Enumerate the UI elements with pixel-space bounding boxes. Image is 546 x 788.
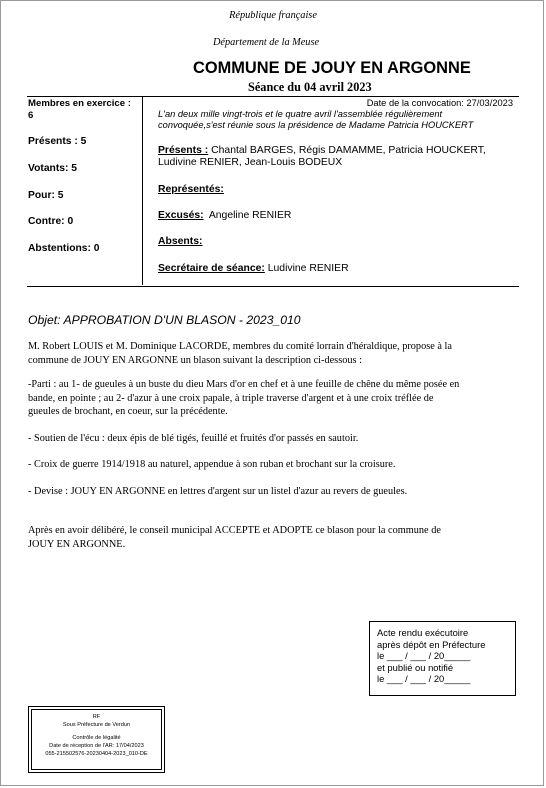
pour-count: Pour: 5 xyxy=(28,190,64,201)
paragraph-soutien: - Soutien de l'écu : deux épis de blé tigés, feuillé et fruités d'or passés en sautoir. xyxy=(28,433,359,444)
members-label: Membres en exercice : xyxy=(28,98,131,109)
intro-line-1: L'an deux mille vingt-trois et le quatre avril l'assemblée régulièrement xyxy=(158,109,443,119)
commune-title: COMMUNE DE JOUY EN ARGONNE xyxy=(193,59,471,77)
paragraph-parti-line-1: -Parti : au 1- de gueules à un buste du dieu Mars d'or en chef et à une feuille de chêne du même posée en xyxy=(28,379,460,390)
stamp-rf: RF xyxy=(92,714,101,720)
convocation-date: Date de la convocation: 27/03/2023 xyxy=(366,98,513,108)
executory-line-3: le ___ / ___ / 20_____ xyxy=(377,650,471,662)
excuses-line xyxy=(158,210,291,221)
header-divider xyxy=(27,96,519,97)
column-divider xyxy=(142,97,143,285)
excuses-names: Angeline RENIER xyxy=(208,210,292,221)
presents-line-1 xyxy=(158,145,486,156)
presents-names-1: Chantal BARGES, Régis DAMAMME, Patricia HOUCKERT, xyxy=(211,145,486,156)
excuses-label: Excusés: xyxy=(158,210,204,221)
executory-box xyxy=(369,621,516,696)
stamp-reference: 055-215502576-20230404-2023_010-DE xyxy=(45,751,148,758)
prefecture-stamp xyxy=(28,706,165,773)
paragraph-devise: - Devise : JOUY EN ARGONNE en lettres d'argent sur un listel d'azur au revers de gueules. xyxy=(28,486,408,497)
executory-line-5: le ___ / ___ / 20_____ xyxy=(377,673,471,685)
secretaire-label: Secrétaire de séance: xyxy=(158,263,265,274)
presents-label: Présents : xyxy=(158,145,209,156)
attendance-divider xyxy=(27,286,519,287)
paragraph-parti-line-3: gueules de brochant, en coeur, sur la précédente. xyxy=(28,406,228,418)
intro-line-2: convoquée,s'est réunie sous la présidence de Madame Patricia HOUCKERT xyxy=(158,120,474,130)
stamp-sous-prefecture: Sous Préfecture de Verdun xyxy=(62,722,131,729)
paragraph-intro-line-1: M. Robert LOUIS et M. Dominique LACORDE, membres du comité lorrain d'héraldique, propose à la xyxy=(28,341,452,352)
presents-count: Présents : 5 xyxy=(28,136,87,147)
object-title: Objet: APPROBATION D'UN BLASON - 2023_010 xyxy=(28,313,301,327)
representes-label: Représentés: xyxy=(158,184,224,195)
executory-line-2: après dépôt en Préfecture xyxy=(377,638,486,650)
votants-count: Votants: 5 xyxy=(28,163,78,174)
paragraph-parti xyxy=(28,378,518,419)
abstentions-count: Abstentions: 0 xyxy=(28,243,100,254)
secretaire-name: Ludivine RENIER xyxy=(267,263,349,274)
paragraph-intro-line-2: commune de JOUY EN ARGONNE un blason suivant la description ci-dessous : xyxy=(28,354,362,366)
absents-label: Absents: xyxy=(158,236,203,247)
executory-line-1: Acte rendu exécutoire xyxy=(377,627,469,638)
presents-names-2: Ludivine RENIER, Jean-Louis BODEUX xyxy=(158,157,343,168)
paragraph-croix: - Croix de guerre 1914/1918 au naturel, appendue à son ruban et brochant sur la croisure. xyxy=(28,459,396,470)
department-label: Département de la Meuse xyxy=(212,37,320,48)
executory-line-4: et publié ou notifié xyxy=(377,661,454,673)
stamp-reception-date: Date de réception de l'AR: 17/04/2023 xyxy=(49,742,144,749)
secretaire-line xyxy=(158,263,349,274)
paragraph-decision xyxy=(28,524,518,551)
republic-label: République française xyxy=(229,10,317,21)
members-value: 6 xyxy=(28,110,34,121)
paragraph-intro xyxy=(28,340,518,367)
session-date: Séance du 04 avril 2023 xyxy=(248,80,372,94)
contre-count: Contre: 0 xyxy=(28,216,74,227)
paragraph-decision-line-1: Après en avoir délibéré, le conseil municipal ACCEPTE et ADOPTE ce blason pour la commune de xyxy=(28,525,441,536)
stamp-controle: Contrôle de légalité xyxy=(72,734,121,741)
paragraph-parti-line-2: bande, en pointe ; au 2- d'azur à une croix papale, à triple traverse d'argent et à une croix tréflée de xyxy=(28,392,434,404)
paragraph-decision-line-2: JOUY EN ARGONNE. xyxy=(28,538,126,550)
